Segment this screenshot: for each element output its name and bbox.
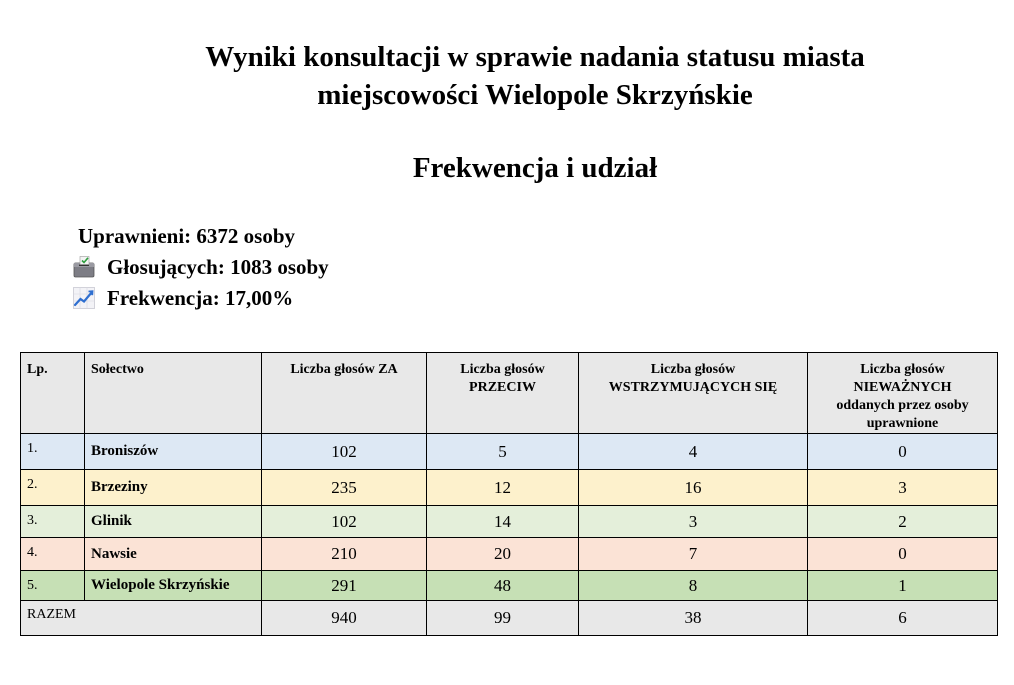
stat-voters bbox=[78, 253, 329, 281]
header-niew-line4: uprawnione bbox=[866, 416, 939, 431]
header-wstrz-line2: WSTRZYMUJĄCYCH SIĘ bbox=[608, 380, 778, 395]
cell-przeciw: 48 bbox=[427, 571, 579, 601]
cell-wstrzymujacych: 4 bbox=[579, 434, 808, 470]
cell-wstrzymujacych: 8 bbox=[579, 571, 808, 601]
stat-eligible bbox=[78, 222, 295, 250]
cell-solectwo: Wielopole Skrzyńskie bbox=[85, 571, 262, 601]
page-title bbox=[60, 38, 1010, 114]
cell-niewaznych: 3 bbox=[808, 470, 998, 506]
cell-lp: 1. bbox=[21, 434, 85, 470]
cell-lp: 5. bbox=[21, 571, 85, 601]
header-za: Liczba głosów ZA bbox=[262, 353, 427, 434]
cell-za: 291 bbox=[262, 571, 427, 601]
table-row bbox=[21, 434, 998, 470]
title-line-1: Wyniki konsultacji w sprawie nadania statusu miasta bbox=[205, 41, 865, 73]
header-przeciw bbox=[427, 353, 579, 434]
cell-przeciw: 12 bbox=[427, 470, 579, 506]
table-row bbox=[21, 506, 998, 538]
cell-za: 235 bbox=[262, 470, 427, 506]
header-wstrz-line1: Liczba głosów bbox=[650, 362, 736, 377]
ballot-box-icon bbox=[72, 255, 96, 279]
header-przeciw-line2: PRZECIW bbox=[469, 380, 536, 395]
section-heading: Frekwencja i udział bbox=[412, 152, 658, 184]
cell-niewaznych: 1 bbox=[808, 571, 998, 601]
cell-total-wstrzymujacych: 38 bbox=[579, 601, 808, 636]
title-line-2: miejscowości Wielopole Skrzyńskie bbox=[317, 79, 753, 111]
header-niew-line2: NIEWAŻNYCH bbox=[853, 380, 952, 395]
cell-lp: 3. bbox=[21, 506, 85, 538]
header-wstrzymujacych bbox=[579, 353, 808, 434]
cell-za: 102 bbox=[262, 434, 427, 470]
header-solectwo: Sołectwo bbox=[85, 353, 262, 434]
results-table bbox=[20, 352, 998, 636]
stat-turnout-text: Frekwencja: 17,00% bbox=[107, 286, 294, 310]
header-lp: Lp. bbox=[21, 353, 85, 434]
cell-za: 210 bbox=[262, 538, 427, 571]
cell-total-label: RAZEM bbox=[21, 601, 262, 636]
cell-total-przeciw: 99 bbox=[427, 601, 579, 636]
stat-turnout bbox=[78, 284, 293, 312]
cell-za: 102 bbox=[262, 506, 427, 538]
header-niew-line1: Liczba głosów bbox=[860, 362, 945, 377]
table-total-row bbox=[21, 601, 998, 636]
cell-przeciw: 20 bbox=[427, 538, 579, 571]
table-header-row bbox=[21, 353, 998, 434]
line-chart-icon bbox=[72, 286, 96, 310]
cell-przeciw: 14 bbox=[427, 506, 579, 538]
cell-total-niewaznych: 6 bbox=[808, 601, 998, 636]
cell-solectwo: Brzeziny bbox=[85, 470, 262, 506]
cell-wstrzymujacych: 7 bbox=[579, 538, 808, 571]
stat-voters-text: Głosujących: 1083 osoby bbox=[107, 255, 329, 279]
cell-total-za: 940 bbox=[262, 601, 427, 636]
cell-niewaznych: 0 bbox=[808, 434, 998, 470]
cell-solectwo: Broniszów bbox=[85, 434, 262, 470]
cell-niewaznych: 0 bbox=[808, 538, 998, 571]
cell-lp: 4. bbox=[21, 538, 85, 571]
cell-wstrzymujacych: 16 bbox=[579, 470, 808, 506]
table-row bbox=[21, 571, 998, 601]
cell-niewaznych: 2 bbox=[808, 506, 998, 538]
table-row bbox=[21, 538, 998, 571]
header-niew-line3: oddanych przez osoby bbox=[836, 398, 969, 413]
stat-eligible-text: Uprawnieni: 6372 osoby bbox=[78, 224, 296, 248]
cell-solectwo: Nawsie bbox=[85, 538, 262, 571]
cell-lp: 2. bbox=[21, 470, 85, 506]
table-row bbox=[21, 470, 998, 506]
cell-wstrzymujacych: 3 bbox=[579, 506, 808, 538]
cell-solectwo: Glinik bbox=[85, 506, 262, 538]
header-przeciw-line1: Liczba głosów bbox=[460, 362, 545, 377]
header-niewaznych bbox=[808, 353, 998, 434]
cell-przeciw: 5 bbox=[427, 434, 579, 470]
